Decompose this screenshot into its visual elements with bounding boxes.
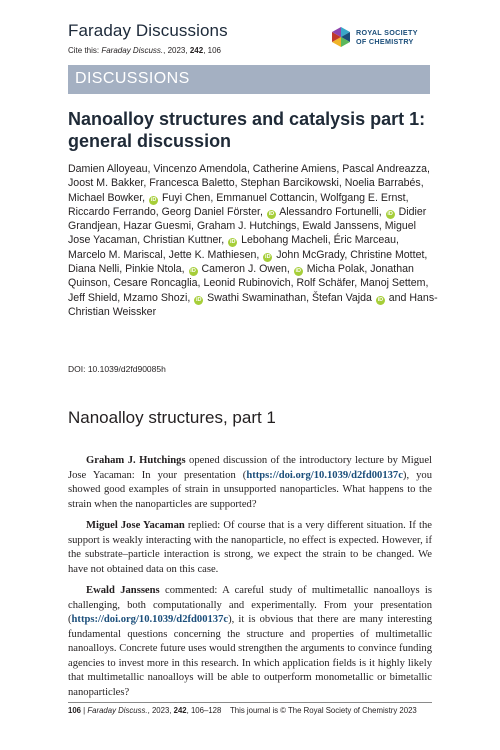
article-title: Nanoalloy structures and catalysis part 1: general discussion [68,109,426,151]
footer-divider [68,702,432,703]
citation-line [68,46,221,55]
footer-separator: | [81,706,88,715]
paragraph-text: commented: A careful study of multimetallic nanoalloys is challenging, both computationally and experimentally. From your presentation ( [68,585,432,625]
page-number: 106 [68,706,82,715]
rsc-logo-line2: OF CHEMISTRY [356,36,414,46]
paragraph-text: replied: Of course that is a very different situation. If the support is weakly interacting with the nanoparticle, no effect is expected. However, if the substrate–particle interaction is strong, we expect the strain to be changed. We have not obtained data on this case. [68,520,432,575]
cite-page: , 106 [203,46,221,55]
doi-hyperlink[interactable]: https://doi.org/10.1039/d2fd00137c [246,469,403,481]
authors-part: Fuyi Chen, Emmanuel Cottancin, Wolfgang E. Ernst, Riccardo Ferrando, Georg Daniel Förster, [68,191,409,218]
orcid-icon[interactable]: iD [195,296,202,303]
discussion-paragraph [68,519,432,577]
orcid-icon[interactable]: iD [190,268,196,275]
rsc-logo-icon [330,26,352,48]
orcid-icon[interactable]: iD [150,196,157,203]
orcid-icon[interactable]: iD [229,239,236,246]
doi-hyperlink[interactable]: https://doi.org/10.1039/d2fd00137c [71,614,229,625]
orcid-icon[interactable]: iD [265,253,271,260]
cite-volume: 242 [189,46,204,55]
doi-link[interactable]: DOI: 10.1039/d2fd90085h [68,364,166,374]
speaker-name: Miguel Jose Yacaman [86,520,185,531]
discussion-paragraph [68,454,432,512]
orcid-icon[interactable]: iD [268,210,275,217]
rsc-logo-line1: ROYAL SOCIETY [356,28,418,37]
orcid-icon[interactable]: iD [295,268,302,275]
cite-prefix: Cite this: [68,46,102,55]
orcid-icon[interactable]: iD [377,296,384,303]
speaker-name: Graham J. Hutchings [86,455,186,466]
authors-part: Lebohang Macheli, Éric Marceau, Marcelo M. Mariscal, Jette K. Mathiesen, [68,234,399,261]
footer-volume: 242 [173,706,187,715]
rsc-logo[interactable] [330,26,440,52]
author-list [68,162,438,319]
authors-part: Damien Alloyeau, Vincenzo Amendola, Catherine Amiens, Pascal Andreazza, Joost M. Bakker, Francesca Baletto, Stephan Barcikowski, Noelia Barrabés, Michael Bowker, [68,163,430,204]
footer-journal: Faraday Discuss. [87,706,148,715]
authors-part: Alessandro Fortunelli, [276,205,382,218]
section-banner [68,65,430,94]
footer-year: , 2023, [147,706,174,715]
authors-part: Cameron J. Owen, [198,263,290,276]
footer-pages: , 106–128 [186,706,222,715]
authors-part: John McGrady, Christine Mottet, Diana Nelli, Pinkie Ntola, [68,248,428,276]
authors-part: Swathi Swaminathan, Štefan Vajda [204,291,372,304]
rsc-logo-text [356,29,418,46]
paragraph-text: opened discussion of the introductory lecture by Miguel Jose Yacaman: In your presentation ( [68,455,432,481]
authors-part: and Hans-Christian Weissker [68,291,438,318]
cite-journal: Faraday Discuss. [101,46,164,55]
authors-part: Micha Polak, Jonathan Quinson, Cesare Roncaglia, Leonid Rubinovich, Rolf Schäfer, Manoj Settem, Jeff Shield, Mzamo Shozi, [68,263,429,304]
paragraph-text: ), it is obvious that there are many interesting fundamental questions concerning the structure and properties of multimetallic nanoalloys. Concrete future uses would strengthen the arguments to convince funding agencies to invest more in this research. In which application fields is it highly likely that multimetallic nanoalloys will be able to outperform monometallic or bimetallic nanoparticles? [68,614,432,698]
authors-part: Didier Grandjean, Hazar Guesmi, Graham J. Hutchings, Ewald Janssens, Miguel Jose Yacaman, Christian Kuttner, [68,205,427,247]
cite-year: , 2023, [163,46,190,55]
paragraph-text: ), you showed good examples of strain in unsupported nanoparticles. What happens to the strain when the nanoparticles are supported? [68,469,433,510]
section-heading: Nanoalloy structures, part 1 [68,408,276,427]
journal-name: Faraday Discussions [68,21,228,40]
copyright-notice: This journal is © The Royal Society of Chemistry 2023 [230,706,417,715]
page-footer [68,706,432,715]
speaker-name: Ewald Janssens [86,585,160,596]
orcid-icon[interactable]: iD [387,210,393,217]
banner-label: DISCUSSIONS [75,70,190,87]
discussion-paragraph [68,584,432,700]
